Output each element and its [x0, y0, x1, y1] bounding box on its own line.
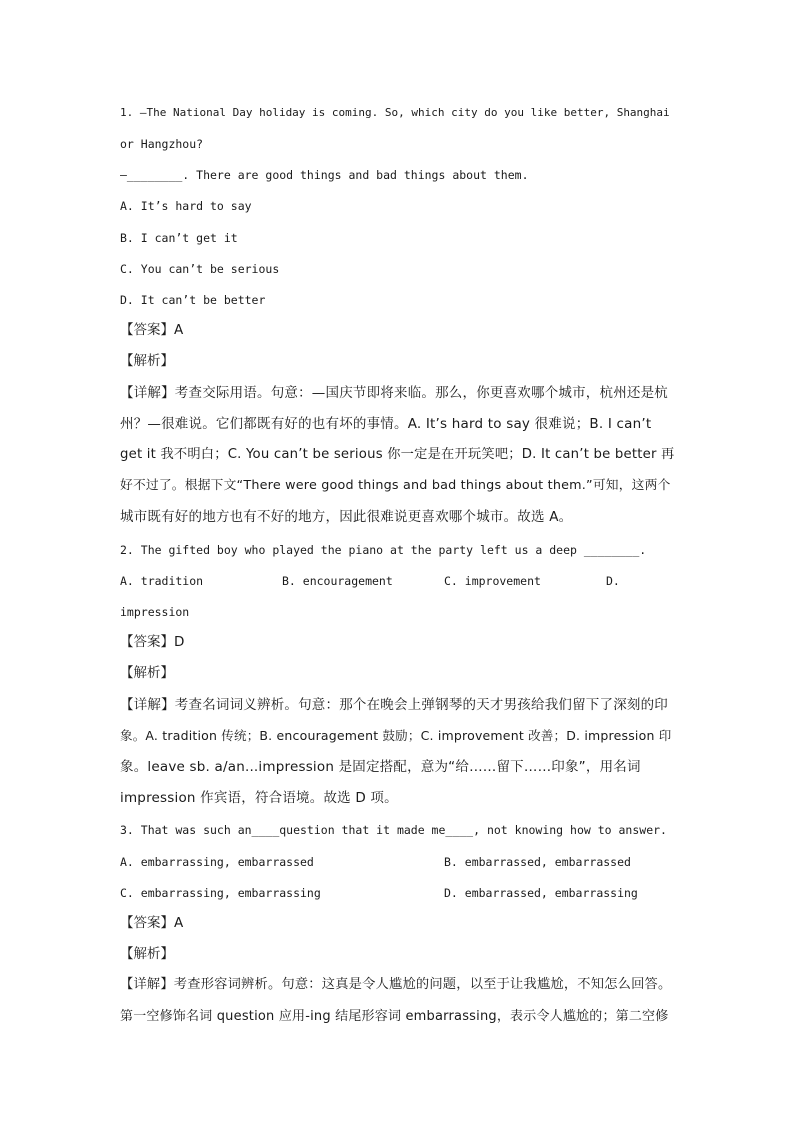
q3-detail-line-1: 【详解】考查形容词辨析。句意：这真是令人尴尬的问题，以至于让我尴尬，不知怎么回答。 — [120, 977, 672, 992]
q2-option-b: B. encouragement — [282, 574, 393, 588]
q2-detail-line-2: 象。A. tradition 传统；B. encouragement 鼓励；C. improvement 改善；D. impression 印 — [120, 728, 672, 743]
q3-options-row-1 — [120, 853, 676, 871]
q3-answer: 【答案】A — [120, 915, 184, 931]
q3-option-c: C. embarrassing, embarrassing — [120, 886, 321, 900]
q1-detail-line-2: 州？—很难说。它们都既有好的也有坏的事情。A. It’s hard to say 很难说；B. I can’t — [120, 416, 652, 432]
q1-stem-line-1: 1. —The National Day holiday is coming. So, which city do you like better, Shanghai — [120, 106, 670, 119]
q2-options-row — [120, 572, 676, 590]
q2-stem: 2. The gifted boy who played the piano at the party left us a deep ________. — [120, 543, 647, 557]
q3-option-b: B. embarrassed, embarrassed — [444, 855, 631, 869]
q1-detail-line-3: get it 我不明白；C. You can’t be serious 你一定是在开玩笑吧；D. It can’t be better 再 — [120, 447, 675, 462]
q2-analysis-heading: 【解析】 — [120, 665, 174, 681]
q2-option-c: C. improvement — [444, 574, 541, 588]
q3-stem: 3. That was such an____question that it made me____, not knowing how to answer. — [120, 823, 667, 837]
q1-stem-line-3: —________. There are good things and bad things about them. — [120, 168, 529, 182]
q1-option-c: C. You can’t be serious — [120, 262, 280, 276]
q2-detail-line-3: 象。leave sb. a/an...impression 是固定搭配，意为“给……留下……印象”，用名词 — [120, 759, 641, 775]
q2-answer: 【答案】D — [120, 634, 185, 650]
q3-options-row-2 — [120, 884, 676, 902]
q1-option-d: D. It can’t be better — [120, 293, 266, 307]
q1-option-b: B. I can’t get it — [120, 231, 238, 245]
q1-detail-line-1: 【详解】考查交际用语。句意：—国庆节即将来临。那么，你更喜欢哪个城市，杭州还是杭 — [120, 385, 668, 401]
q1-detail-line-4: 好不过了。根据下文“There were good things and bad things about them.”可知，这两个 — [120, 478, 671, 493]
q1-answer: 【答案】A — [120, 322, 184, 338]
q3-detail-line-2: 第一空修饰名词 question 应用-ing 结尾形容词 embarrassing，表示令人尴尬的；第二空修 — [120, 1009, 669, 1024]
q3-analysis-heading: 【解析】 — [120, 946, 174, 962]
q1-detail-line-5: 城市既有好的地方也有不好的地方，因此很难说更喜欢哪个城市。故选 A。 — [120, 509, 573, 525]
q1-option-a: A. It’s hard to say — [120, 199, 252, 213]
q2-detail-line-4: impression 作宾语，符合语境。故选 D 项。 — [120, 790, 398, 806]
q3-option-a: A. embarrassing, embarrassed — [120, 855, 314, 869]
q1-stem-line-2: or Hangzhou? — [120, 137, 204, 151]
q2-detail-line-1: 【详解】考查名词词义辨析。句意：那个在晚会上弹钢琴的天才男孩给我们留下了深刻的印 — [120, 697, 668, 713]
q2-option-a: A. tradition — [120, 574, 204, 588]
q2-option-d: D. — [606, 574, 620, 588]
q3-option-d: D. embarrassed, embarrassing — [444, 886, 638, 900]
q1-analysis-heading: 【解析】 — [120, 353, 174, 369]
q2-option-d-text: impression — [120, 605, 190, 619]
